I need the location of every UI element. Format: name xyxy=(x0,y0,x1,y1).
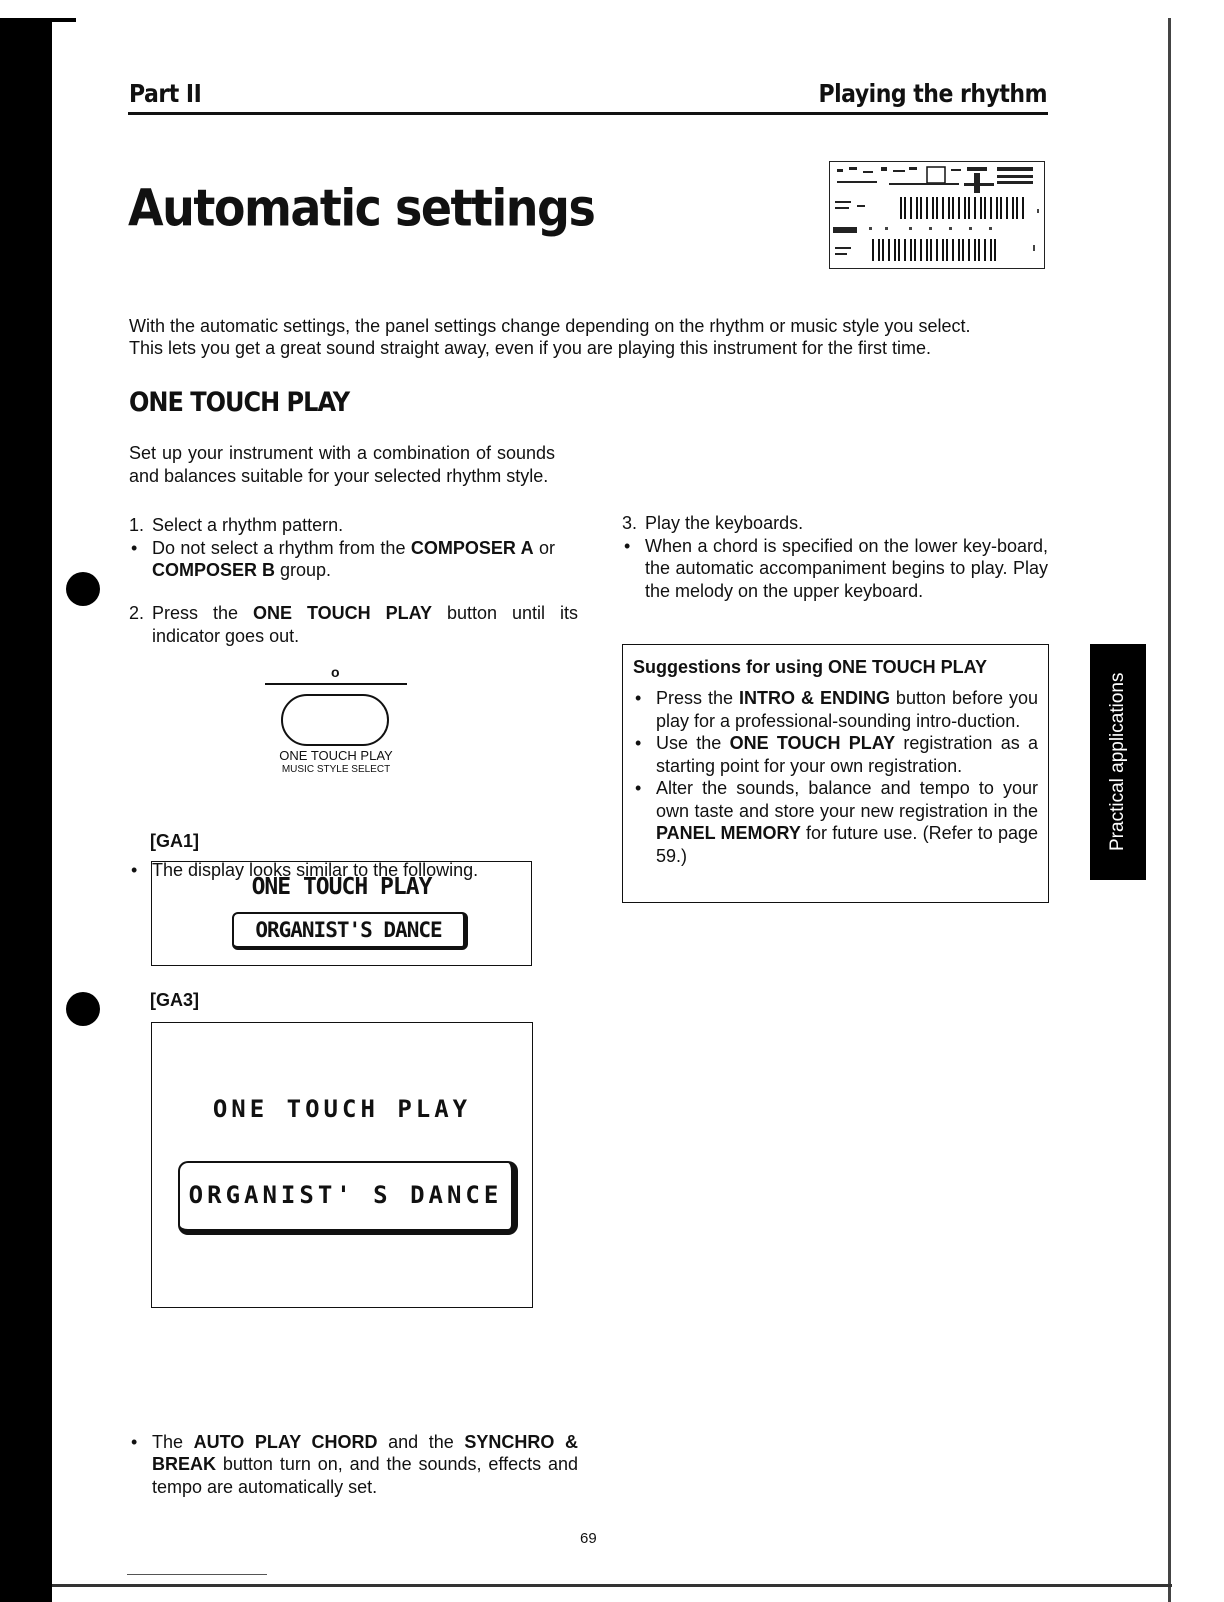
ga3-display-line-2: ORGANIST' S DANCE xyxy=(178,1161,518,1235)
one-touch-play-label: ONE TOUCH PLAY xyxy=(253,603,432,623)
ga3-tag: [GA3] xyxy=(150,990,199,1010)
button-label: ONE TOUCH PLAY xyxy=(279,748,393,763)
step-1-number: 1. xyxy=(129,515,145,535)
auto-note-text: button turn on, and the sounds, effects and tempo are automatically set. xyxy=(152,1454,578,1497)
step-1-note-text: group. xyxy=(275,560,332,580)
suggestion-text: Use the xyxy=(656,733,730,753)
intro-paragraph xyxy=(129,315,1059,359)
suggestion-text: Press the xyxy=(656,688,739,708)
step-2-text: button until its indicator goes out. xyxy=(152,603,579,646)
suggestion-text: Alter the sounds, balance and tempo to your own taste and store your new registration in the xyxy=(656,778,1038,821)
suggestion-item-2 xyxy=(633,732,1038,777)
step-2-text: Press the xyxy=(152,603,253,623)
suggestion-text: for future use. (Refer to page 59.) xyxy=(656,823,1038,866)
ga3-display xyxy=(151,1022,533,1308)
step-2-number: 2. xyxy=(129,603,145,623)
step-1-note-text: Do not select a rhythm from the xyxy=(152,537,411,558)
display-note: • The display looks similar to the following. xyxy=(129,859,578,882)
footer-rule xyxy=(127,1574,267,1575)
page-right-edge xyxy=(1168,18,1171,1602)
ga1-display-line-2: ORGANIST'S DANCE xyxy=(232,912,468,950)
step-3-text: Play the keyboards. xyxy=(645,513,804,533)
one-touch-description: Set up your instrument with a combination of sounds and balances suitable for your selected rhythm style. xyxy=(129,443,555,486)
step-1-note-text: or xyxy=(533,537,556,558)
auto-settings-note xyxy=(129,1431,578,1499)
button-rule xyxy=(265,683,407,685)
auto-note-text: The xyxy=(152,1431,194,1452)
intro-ending-label: INTRO & ENDING xyxy=(739,688,890,708)
page-left-border xyxy=(0,18,52,1602)
page-title: Automatic settings xyxy=(128,178,595,238)
step-1-note xyxy=(129,537,555,582)
keyboard-panel-icon xyxy=(829,161,1045,269)
intro-line-2: This lets you get a great sound straight away, even if you are playing this instrument for the first time. xyxy=(129,338,932,358)
composer-a-label: COMPOSER A xyxy=(410,537,534,558)
button-indicator: o xyxy=(331,664,340,680)
composer-b-label: COMPOSER B xyxy=(152,560,276,580)
side-tab-label: Practical applications xyxy=(1107,672,1128,852)
synchro-break-label: SYNCHRO & BREAK xyxy=(152,1431,578,1474)
step-3-note: • When a chord is specified on the lower key-board, the automatic accompaniment begins to play. Play the melody on the upper keyboard. xyxy=(622,535,1048,603)
suggestion-item-1 xyxy=(633,687,1038,732)
step-3-number: 3. xyxy=(622,513,638,533)
suggestions-box xyxy=(622,644,1049,903)
ga1-display-line-1: ONE TOUCH PLAY xyxy=(251,874,432,900)
suggestions-title: Suggestions for using ONE TOUCH PLAY xyxy=(633,657,988,677)
page-top-mark xyxy=(52,18,76,22)
ga3-display-line-1: ONE TOUCH PLAY xyxy=(212,1095,472,1123)
header-section: Playing the rhythm xyxy=(818,80,1047,109)
suggestion-text: button before you play for a professional-sounding intro-duction. xyxy=(656,688,1038,731)
ga1-display xyxy=(151,861,532,966)
step-1 xyxy=(129,514,555,537)
page-number: 69 xyxy=(580,1530,597,1547)
binding-hole-1 xyxy=(66,572,100,606)
page-bottom-edge xyxy=(52,1584,1172,1587)
auto-note-text: and the xyxy=(377,1431,465,1452)
suggestion-item-3 xyxy=(633,777,1038,867)
auto-play-chord-label: AUTO PLAY CHORD xyxy=(193,1431,378,1452)
step-3 xyxy=(622,512,1048,535)
section-heading-one-touch-play: ONE TOUCH PLAY xyxy=(129,387,350,418)
button-sublabel: MUSIC STYLE SELECT xyxy=(281,764,391,775)
one-touch-play-label: ONE TOUCH PLAY xyxy=(729,733,896,753)
intro-line-1: With the automatic settings, the panel settings change depending on the rhythm or music style you select. xyxy=(129,316,971,336)
step-1-block xyxy=(129,514,555,582)
step-2 xyxy=(129,602,578,647)
one-touch-play-button-icon xyxy=(281,694,389,746)
header-part: Part II xyxy=(129,80,202,109)
binding-hole-2 xyxy=(66,992,100,1026)
suggestion-text: registration as a starting point for your own registration. xyxy=(656,733,1038,776)
panel-memory-label: PANEL MEMORY xyxy=(656,823,801,843)
step-3-block xyxy=(622,512,1048,602)
step-1-text: Select a rhythm pattern. xyxy=(152,515,344,535)
header-rule xyxy=(128,112,1048,115)
ga1-tag: [GA1] xyxy=(150,831,199,851)
